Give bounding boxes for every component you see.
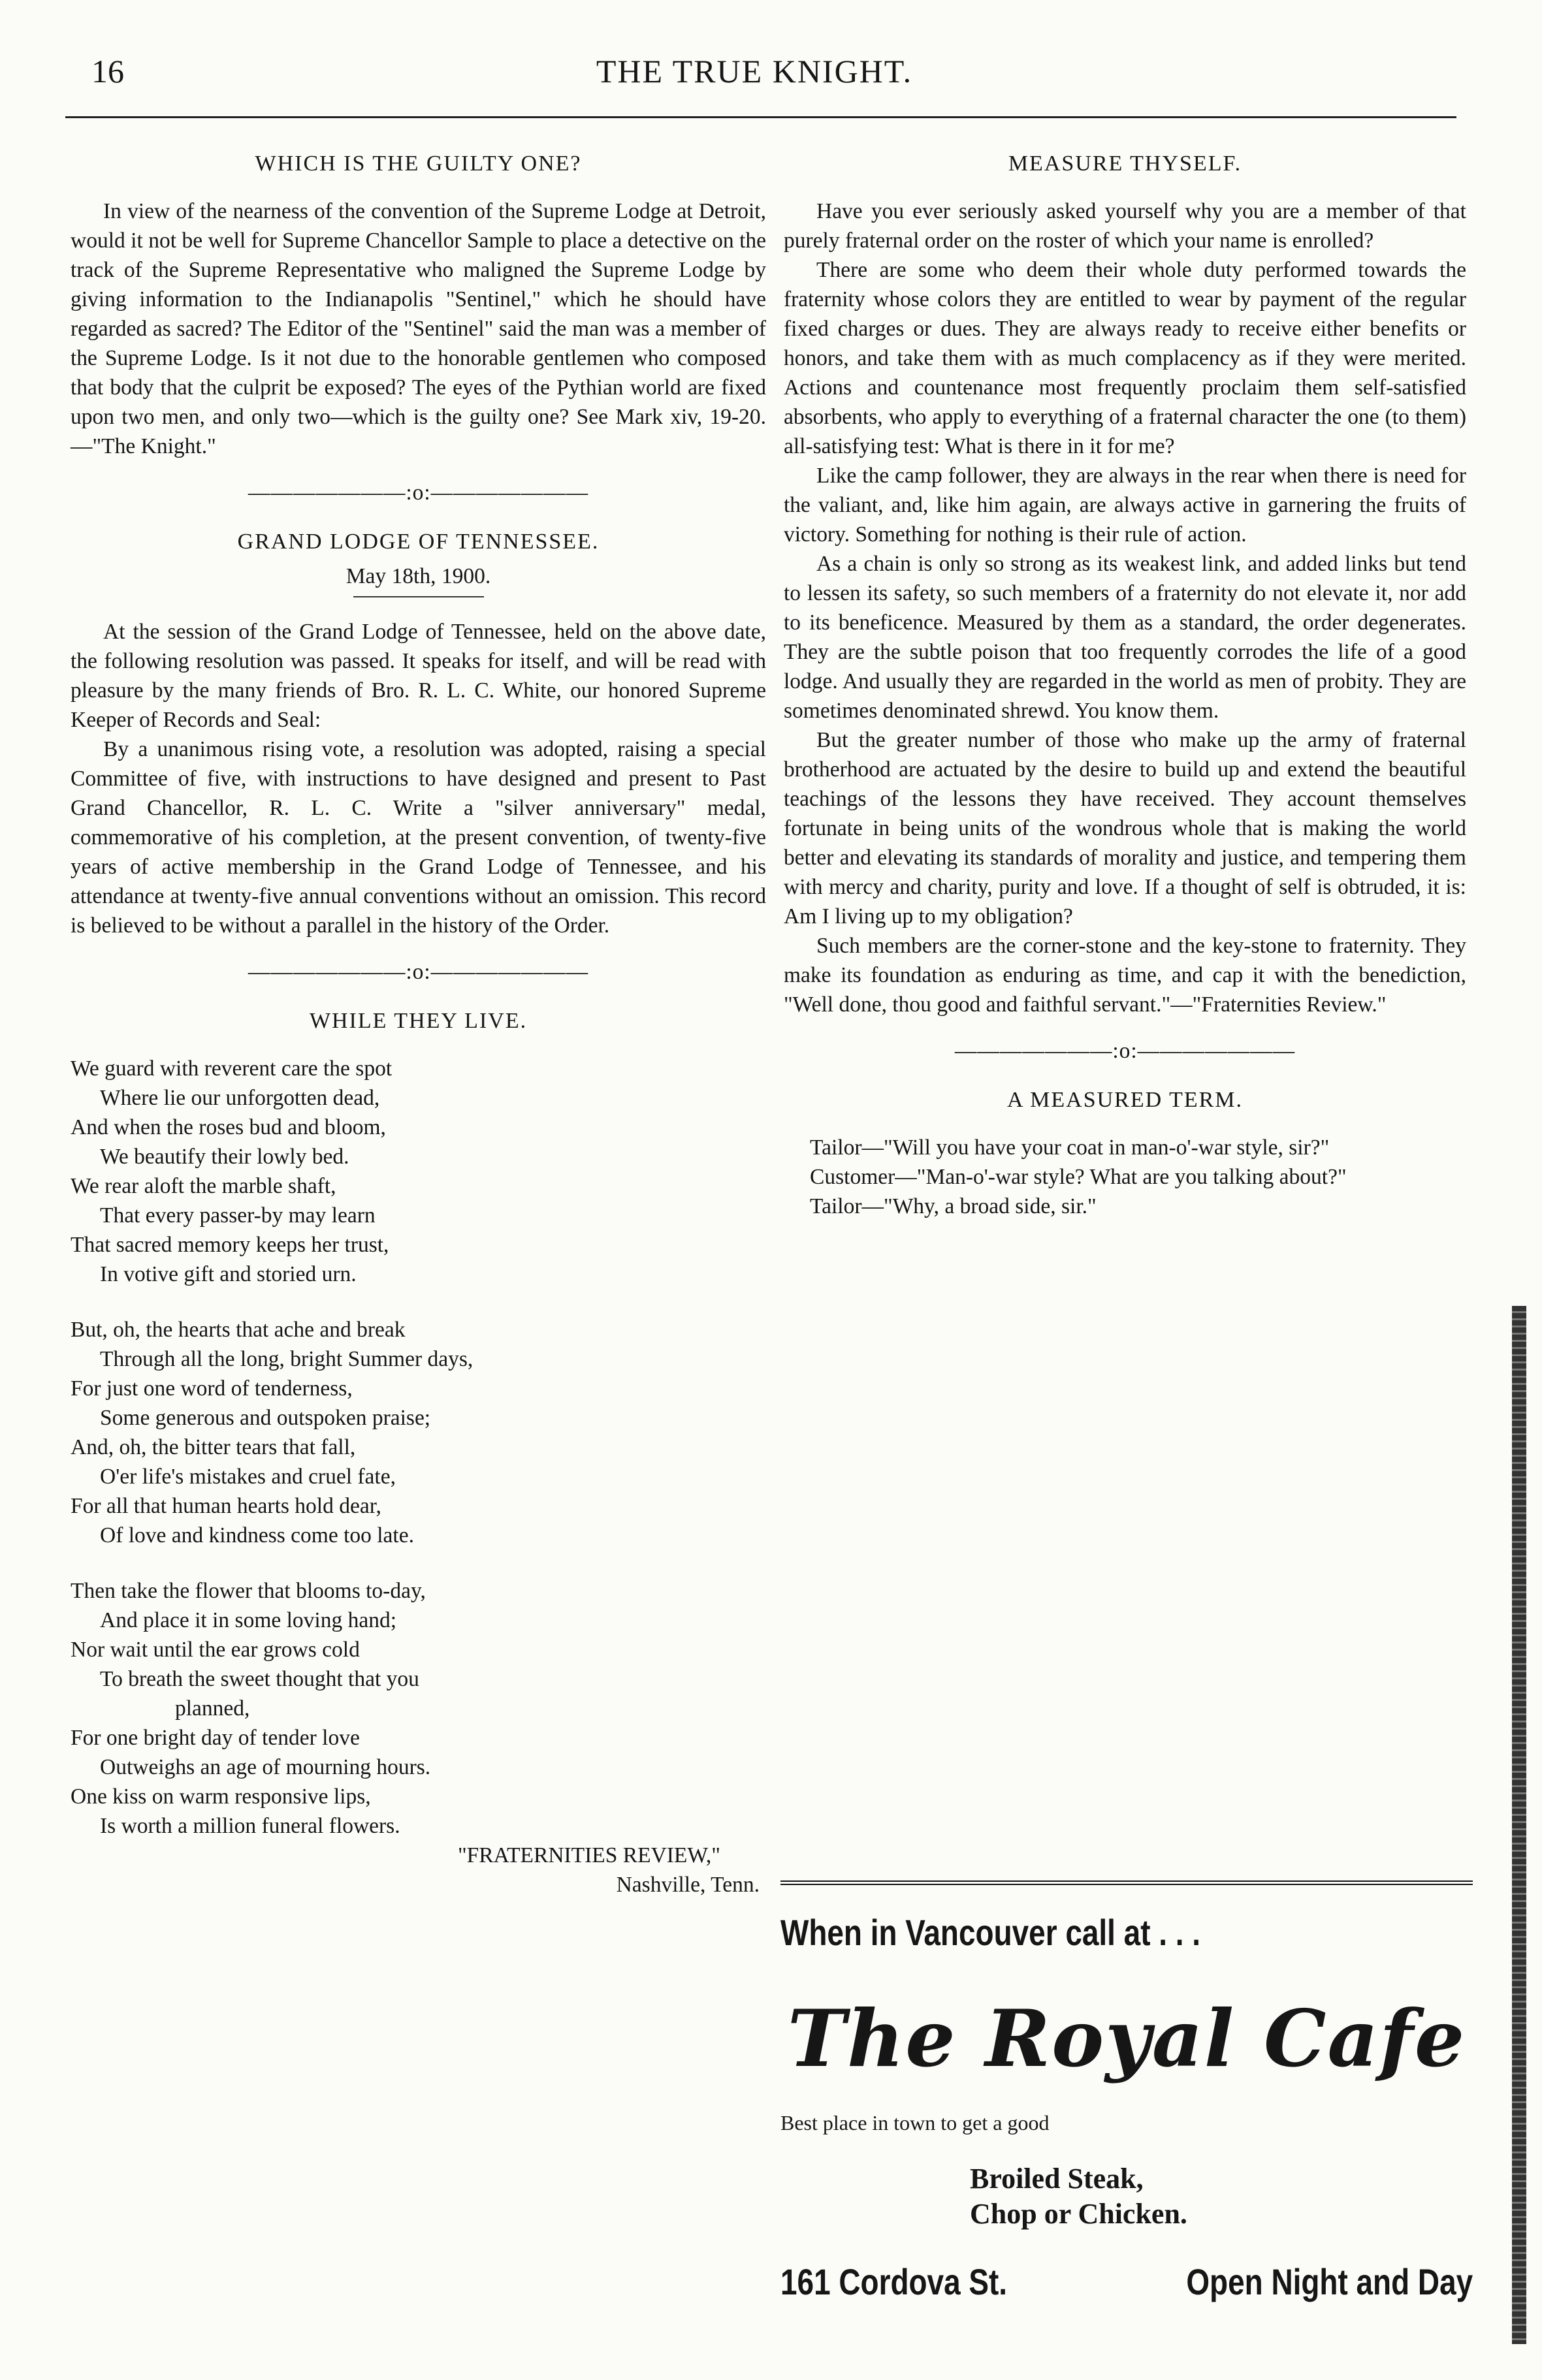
header-rule [65, 116, 1456, 118]
poem-line: O'er life's mistakes and cruel fate, [100, 1465, 396, 1489]
left-column [71, 137, 766, 1926]
poem-line: For all that human hearts hold dear, [71, 1494, 381, 1518]
short-rule [353, 596, 484, 597]
poem-line: planned, [175, 1696, 250, 1721]
royal-cafe-advertisement [780, 1880, 1473, 2355]
article-paragraph: There are some who deem their whole duty performed towards the fraternity whose colors they are entitled to wear by payment of the regular fixed charges or dues. They are always ready to receive either benefits or honors, and take them with as much complacency as if they were merited. Actions and countenance most frequently proclaim them self-satisfied absorbents, who apply to everything of a fraternal character the one (to them) all-satisfying test: What is there in it for me? [784, 258, 1466, 458]
poem-line: We guard with reverent care the spot [71, 1056, 393, 1081]
article-paragraph: Like the camp follower, they are always in the rear when there is need for the valiant, and, like him again, are always active in garnering the fruits of victory. Something for nothing is their rule of action. [784, 464, 1466, 547]
poem-line: And when the roses bud and bloom, [71, 1115, 386, 1139]
article-title: MEASURE THYSELF. [1008, 151, 1242, 176]
poem-line: And place it in some loving hand; [100, 1608, 397, 1632]
poem-credit: "FRATERNITIES REVIEW," [457, 1843, 720, 1867]
ad-menu-item: Chop or Chicken. [970, 2198, 1187, 2230]
section-divider: ———————:o:——————— [248, 481, 589, 505]
poem-line: Through all the long, bright Summer days, [100, 1347, 474, 1371]
article-title: GRAND LODGE OF TENNESSEE. [237, 530, 600, 554]
page-edge-shadow [1512, 1306, 1526, 2344]
article-date: May 18th, 1900. [345, 564, 491, 588]
poem-line: Nor wait until the ear grows cold [71, 1638, 360, 1662]
ad-hours: Open Night and Day [1186, 2261, 1473, 2302]
ad-tagline: Best place in town to get a good [780, 2111, 1050, 2134]
ad-address: 161 Cordova St. [780, 2261, 1008, 2302]
poem-while-they-live [71, 1006, 766, 1899]
poem-stanza [71, 1315, 766, 1550]
article-paragraph: As a chain is only so strong as its weakest link, and added links but tend to lessen its safety, so such members of a fraternity do not elevate it, nor add to its beneficence. Measured by them as a standard, the order degenerates. They are the subtle poison that too frequently corrodes the life of a good lodge. And usually they are regarded in the world as men of probity. They are sometimes denominated shrewd. You know them. [784, 552, 1466, 723]
poem-line: For one bright day of tender love [71, 1726, 360, 1750]
poem-line: We beautify their lowly bed. [100, 1145, 349, 1169]
poem-line: That every passer-by may learn [100, 1203, 376, 1228]
right-column [784, 137, 1466, 1221]
article-paragraph: Have you ever seriously asked yourself why you are a member of that purely fraternal order on the roster of which your name is enrolled? [784, 199, 1466, 253]
ad-menu [970, 2161, 1473, 2232]
article-guilty-one [71, 149, 766, 461]
dialog-line: Tailor—"Why, a broad side, sir." [810, 1194, 1097, 1218]
article-paragraph: By a unanimous rising vote, a resolution was adopted, raising a special Committee of five, with instructions to have designed and present to Past Grand Chancellor, R. L. C. Write a "silver anniversary" medal, commemorative of his completion, at the present convention, of twenty-five years of active membership in the Grand Lodge of Tennessee, and his attendance at twenty-five annual conventions without an omission. This record is believed to be without a parallel in the history of the Order. [71, 737, 766, 938]
dialog-line: Customer—"Man-o'-war style? What are you talking about?" [810, 1165, 1347, 1189]
article-title: A MEASURED TERM. [1006, 1088, 1244, 1112]
poem-line: In votive gift and storied urn. [100, 1262, 357, 1286]
ad-headline: When in Vancouver call at . . . [780, 1912, 1201, 1953]
poem-line: We rear aloft the marble shaft, [71, 1174, 336, 1198]
article-paragraph: But the greater number of those who make up the army of fraternal brotherhood are actuated by the desire to build up and extend the beautiful teachings of the lessons they have received. They account themselves fortunate in being units of the wondrous whole that is making the world better and elevating its standards of morality and justice, and tempering them with mercy and charity, purity and love. If a thought of self is obtruded, it is: Am I living up to my obligation? [784, 728, 1466, 928]
article-body: In view of the nearness of the convention of the Supreme Lodge at Detroit, would it not be well for Supreme Chancellor Sample to place a detective on the track of the Supreme Representative who maligned the Supreme Lodge by giving information to the Indianapolis "Sentinel," which he should have regarded as sacred? The Editor of the "Sentinel" said the man was a member of the Supreme Lodge. Is it not due to the honorable gentlemen who composed that body that the culprit be exposed? The eyes of the Pythian world are fixed upon two men, and only two—which is the guilty one? See Mark xiv, 19-20.—"The Knight." [71, 199, 766, 458]
poem-line: For just one word of tenderness, [71, 1376, 353, 1401]
poem-line: That sacred memory keeps her trust, [71, 1233, 389, 1257]
journal-title: THE TRUE KNIGHT. [596, 53, 913, 89]
article-paragraph: At the session of the Grand Lodge of Tennessee, held on the above date, the following resolution was passed. It speaks for itself, and will be read with pleasure by the many friends of Bro. R. L. C. White, our honored Supreme Keeper of Records and Seal: [71, 620, 766, 732]
article-measured-term [784, 1085, 1466, 1221]
page-number: 16 [91, 53, 124, 89]
article-paragraph: Such members are the corner-stone and the key-stone to fraternity. They make its foundation as enduring as time, and cap it with the benediction, "Well done, thou good and faithful servant."—"Fraternities Review." [784, 934, 1466, 1017]
poem-line: One kiss on warm responsive lips, [71, 1785, 371, 1809]
article-title: WHICH IS THE GUILTY ONE? [255, 151, 582, 176]
poem-line: But, oh, the hearts that ache and break [71, 1318, 406, 1342]
ad-business-name: The Royal Cafe [787, 1993, 1466, 2085]
poem-line: And, oh, the bitter tears that fall, [71, 1435, 356, 1459]
page-header [52, 46, 1456, 104]
poem-line: To breath the sweet thought that you [100, 1667, 419, 1691]
poem-stanza [71, 1576, 766, 1899]
poem-credit-place: Nashville, Tenn. [616, 1873, 760, 1897]
section-divider: ———————:o:——————— [248, 960, 589, 984]
poem-title: WHILE THEY LIVE. [309, 1009, 528, 1033]
poem-line: Is worth a million funeral flowers. [100, 1814, 400, 1838]
poem-line: Where lie our unforgotten dead, [100, 1086, 380, 1110]
poem-line: Then take the flower that blooms to-day, [71, 1579, 426, 1603]
poem-line: Some generous and outspoken praise; [100, 1406, 431, 1430]
article-measure-thyself [784, 149, 1466, 1019]
article-grand-lodge [71, 527, 766, 940]
section-divider: ———————:o:——————— [954, 1039, 1296, 1063]
ad-menu-item: Broiled Steak, [970, 2163, 1144, 2195]
poem-line: Of love and kindness come too late. [100, 1523, 414, 1547]
poem-line: Outweighs an age of mourning hours. [100, 1755, 431, 1779]
dialog-line: Tailor—"Will you have your coat in man-o'-war style, sir?" [810, 1135, 1330, 1160]
poem-stanza [71, 1054, 766, 1289]
